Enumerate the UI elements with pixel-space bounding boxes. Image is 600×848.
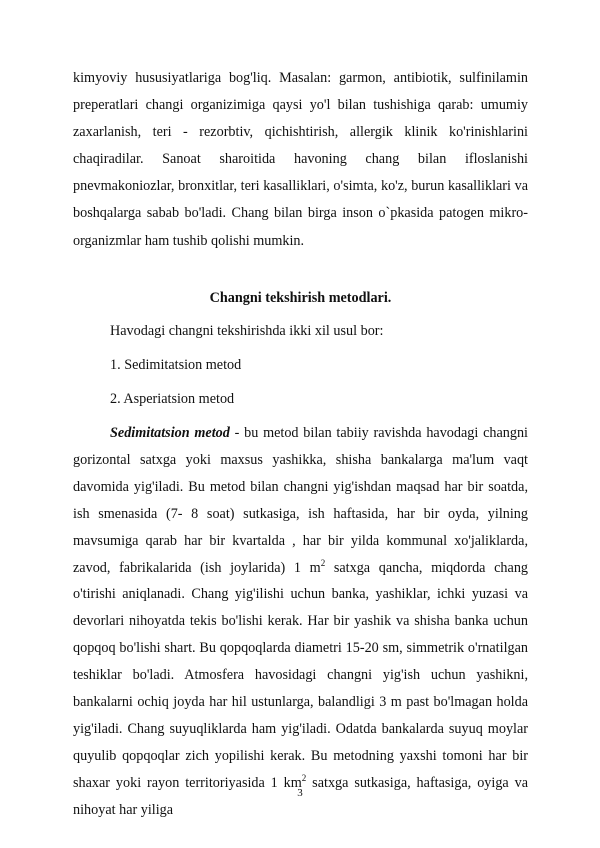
superscript-2: 2 [301,772,307,783]
paragraph-text-part-3: satxga sutkasiga, haftasiga, oyiga va nihoyat har yiliga [73,774,528,818]
paragraph-sedimentation [73,420,528,824]
intro-line: Havodagi changni tekshirishda ikki xil usul bor: [110,323,384,339]
paragraph-text-part-1: - bu metod bilan tabiiy ravishda havodagi changni gorizontal satxga yoki maxsus yashikka, shisha bankalarga ma'lum vaqt davomida yig'iladi. Bu metod bilan changni yig'ishdan maqsad har bir soatda, ish smenasida (7- 8 soat) sutkasiga, ish haftasida, har bir oyda, yilning mavsumiga qarab har bir kvartalda , har bir yilda kommunal xo'jaliklarda, zavod, fabrikalarida (ish joylarida) 1 m [73,425,529,576]
term-sedimentation-method: Sedimitatsion metod [110,425,230,441]
method-item-2: 2. Asperiatsion metod [110,391,235,407]
paragraph-text-part-2: satxga qancha, miqdorda chang o'tirishi aniqlanadi. Chang yig'ilishi uchun banka, yashiklar, ichki yuzasi va devorlari nihoyatda tekis bo'lishi kerak. Har bir yashik va shisha banka uchun qopqoq bo'lishi shart. Bu qopqoqlarda diametri 15-20 sm, simmetrik o'rnatilgan teshiklar bo'ladi. Atmosfera havosidagi changni yig'ish uchun yashikni, bankalarni ochiq joyda har hil ustunlarga, balandligi 3 m past bo'lmagan holda yig'iladi. Chang suyuqliklarda ham yig'iladi. Odatda bankalarda suyuq moylar quyulib qopqoqlar zich yopilishi kerak. Bu metodning yaxshi tomoni har bir shaxar yoki rayon territoriyasida 1 km [73,559,529,791]
superscript-1: 2 [320,557,326,568]
method-item-1: 1. Sedimitatsion metod [110,357,242,373]
section-heading: Changni tekshirish metodlari. [209,290,392,306]
page-number: 3 [297,787,303,799]
paragraph-health-effects: kimyoviy hususiyatlariga bog'liq. Masalan: garmon, antibiotik, sulfinilamin preperatlari changi organizimiga qaysi yo'l bilan tushishiga qarab: umumiy zaxarlanish, teri - rezorbtiv, qichishtirish, allergik klinik ko'rinishlarini chaqiradilar. Sanoat sharoitida havoning chang bilan ifloslanishi pnevmakoniozlar, bronxitlar, teri kasalliklari, o'simta, ko'z, burun kasalliklari va boshqalarga sabab bo'ladi. Chang bilan birga inson o`pkasida patogen mikro-organizmlar ham tushib qolishi mumkin. [73,70,528,249]
